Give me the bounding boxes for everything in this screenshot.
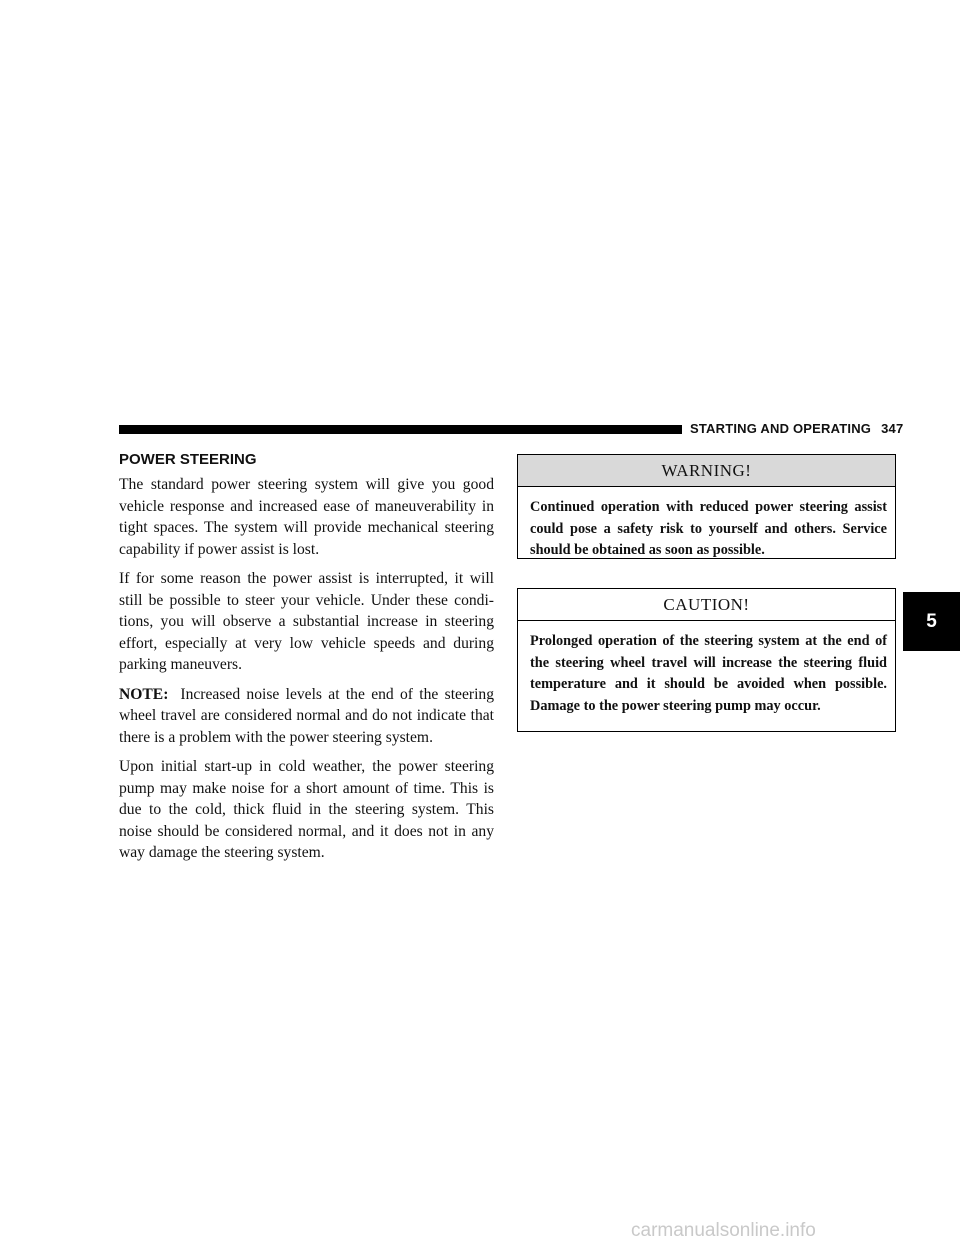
paragraph: If for some reason the power assist is interrupted, it will still be possible to steer your vehicle. Under these conditions, you will observe a substantial increase in steering effort, especially at very low vehicle speeds and during parking maneuvers.: [119, 570, 494, 673]
caution-text: Prolonged operation of the steering system at the end of the steering wheel travel will increase the steering fluid temperature and it should be avoided when possible. Damage to the power steering pump may occur.: [530, 633, 887, 714]
caution-box: [517, 588, 896, 732]
header-rule: [119, 425, 682, 434]
chapter-tab: 5: [903, 592, 960, 651]
caution-title: CAUTION!: [518, 589, 895, 621]
page-number: 347: [881, 421, 904, 436]
note-label: NOTE:: [119, 685, 169, 703]
section-heading: POWER STEERING: [119, 451, 257, 468]
warning-title: WARNING!: [518, 455, 895, 487]
paragraph: Upon initial start-up in cold weather, the power steering pump may make noise for a short amount of time. This is due to the cold, thick fluid in the steering system. This noise should be considered normal, and it does not in any way damage the steering system.: [119, 758, 494, 861]
note-paragraph: [119, 684, 494, 749]
section-title: STARTING AND OPERATING: [690, 421, 872, 436]
note-text: Increased noise levels at the end of the steering wheel travel are considered normal and do not indicate that there is a problem with the power steering system.: [119, 685, 494, 746]
paragraph: The standard power steering system will give you good vehicle response and increased ease of maneuverability in tight spaces. The system will provide mechanical steering capability if power assist is lost.: [119, 476, 494, 558]
watermark: carmanualsonline.info: [631, 1220, 816, 1241]
warning-box: [517, 454, 896, 559]
left-column: [119, 450, 494, 872]
warning-text: Continued operation with reduced power steering assist could pose a safety risk to yourself and others. Service should be obtained as soon as possible.: [530, 499, 887, 558]
running-header: [690, 421, 903, 436]
